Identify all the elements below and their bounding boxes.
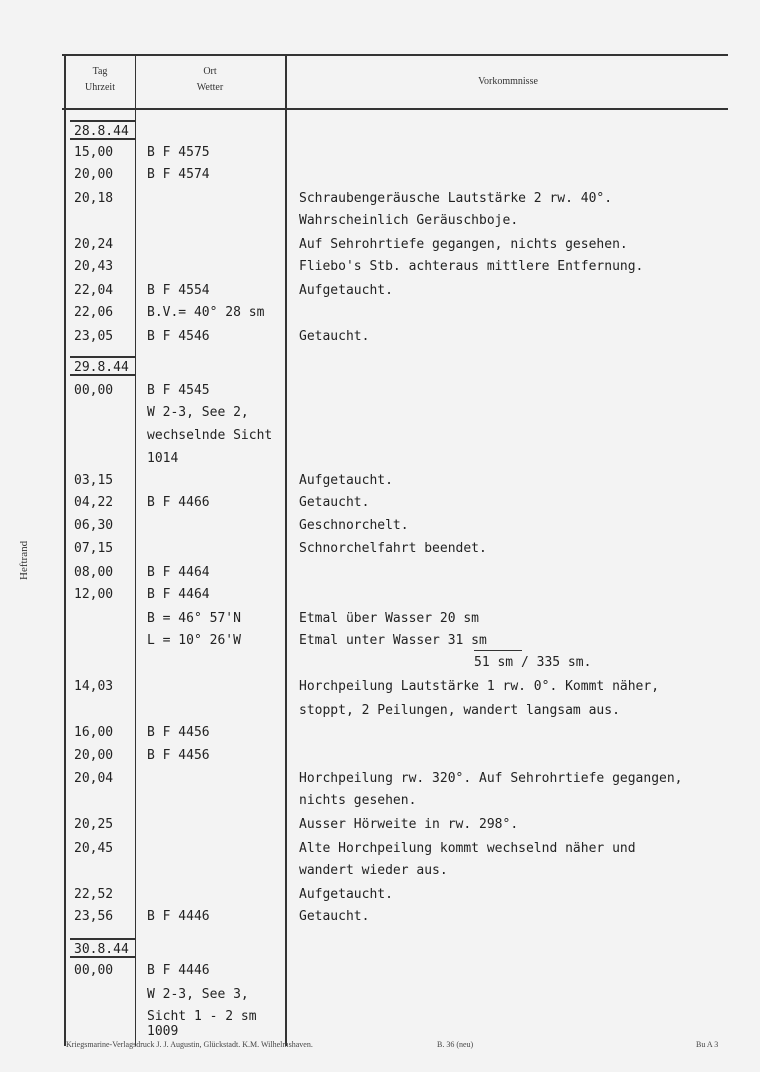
entry-position: B F 4554 (147, 283, 210, 298)
entry-position: B.V.= 40° 28 sm (147, 305, 265, 320)
log-entry (0, 234, 760, 256)
entry-event: Getaucht. (299, 329, 370, 344)
entry-event: Horchpeilung rw. 320°. Auf Sehrohrtiefe gegangen, (299, 771, 683, 786)
header-ort (137, 64, 283, 96)
footer-publisher: Kriegsmarine-Verlagsdruck J. J. Augustin, Glückstadt. K.M. Wilhelmshaven. (66, 1040, 313, 1049)
log-entry (0, 768, 760, 790)
entry-position: wechselnde Sicht (147, 428, 273, 443)
entry-event: Aufgetaucht. (299, 887, 393, 902)
date-separator: 30.8.44 (70, 938, 136, 958)
entry-time: 16,00 (74, 725, 114, 740)
entry-event: Ausser Hörweite in rw. 298°. (299, 817, 519, 832)
log-entry (0, 652, 760, 674)
log-entry (0, 960, 760, 982)
date-separator: 29.8.44 (70, 356, 136, 376)
entry-time: 22,52 (74, 887, 114, 902)
entry-time: 20,43 (74, 259, 114, 274)
footer-code: Bu A 3 (696, 1040, 719, 1049)
log-entry (0, 814, 760, 836)
log-entry (0, 884, 760, 906)
entry-position: Sicht 1 - 2 sm (147, 1009, 257, 1024)
log-entry (0, 142, 760, 164)
log-entry (0, 906, 760, 928)
entry-time: 00,00 (74, 383, 114, 398)
entry-time: 22,04 (74, 283, 114, 298)
entry-time: 20,24 (74, 237, 114, 252)
entry-event: stoppt, 2 Peilungen, wandert langsam aus. (299, 703, 620, 718)
entry-event: wandert wieder aus. (299, 863, 448, 878)
entry-time: 22,06 (74, 305, 114, 320)
header-ort-label: Ort (203, 66, 217, 77)
entry-event: Geschnorchelt. (299, 518, 409, 533)
log-entry (0, 256, 760, 278)
log-entry (0, 984, 760, 1006)
log-entry (0, 1024, 760, 1040)
log-entry (0, 515, 760, 537)
log-entry (0, 380, 760, 402)
entry-time: 15,00 (74, 145, 114, 160)
entry-position: B F 4574 (147, 167, 210, 182)
entry-position: B = 46° 57'N (147, 611, 241, 626)
entry-time: 07,15 (74, 541, 114, 556)
header-uhrzeit-label: Uhrzeit (85, 82, 115, 93)
log-entry (0, 630, 760, 652)
log-entry (0, 722, 760, 744)
log-entry (0, 470, 760, 492)
entry-event: Getaucht. (299, 909, 370, 924)
entry-time: 23,05 (74, 329, 114, 344)
entry-position: B F 4456 (147, 748, 210, 763)
entry-event: Etmal unter Wasser 31 sm (299, 633, 487, 648)
entry-event: Alte Horchpeilung kommt wechselnd näher und (299, 841, 636, 856)
entry-position: W 2-3, See 3, (147, 987, 249, 1002)
log-entry (0, 280, 760, 302)
log-entry (0, 448, 760, 470)
entry-position: B F 4466 (147, 495, 210, 510)
entry-event: Etmal über Wasser 20 sm (299, 611, 480, 626)
entry-position: B F 4446 (147, 963, 210, 978)
entry-event: Schraubengeräusche Lautstärke 2 rw. 40°. (299, 191, 613, 206)
entry-position: 1009 (147, 1024, 179, 1039)
entry-time: 03,15 (74, 473, 114, 488)
date-separator: 28.8.44 (70, 120, 136, 140)
log-entry (0, 860, 760, 882)
entry-time: 20,00 (74, 167, 114, 182)
entry-position: B F 4464 (147, 565, 210, 580)
entry-time: 14,03 (74, 679, 114, 694)
entry-time: 20,00 (74, 748, 114, 763)
entry-time: 20,18 (74, 191, 114, 206)
log-entry (0, 188, 760, 210)
footer-form-number: B. 36 (neu) (437, 1040, 474, 1049)
log-entry (0, 700, 760, 722)
log-entry (0, 164, 760, 186)
log-entry (0, 425, 760, 447)
header-bottom-border (62, 108, 728, 110)
entry-event: nichts gesehen. (299, 793, 417, 808)
entry-event: Schnorchelfahrt beendet. (299, 541, 487, 556)
entry-time: 20,45 (74, 841, 114, 856)
entry-event: Wahrscheinlich Geräuschboje. (299, 213, 519, 228)
header-vorkommnisse-label: Vorkommnisse (478, 76, 538, 87)
entry-time: 20,25 (74, 817, 114, 832)
log-entry (0, 402, 760, 424)
entry-time: 23,56 (74, 909, 114, 924)
entry-time: 06,30 (74, 518, 114, 533)
header-vorkommnisse (288, 74, 728, 90)
entry-position: B F 4575 (147, 145, 210, 160)
log-entry (0, 790, 760, 812)
entry-event: Getaucht. (299, 495, 370, 510)
entry-time: 12,00 (74, 587, 114, 602)
log-entry (0, 676, 760, 698)
entry-position: L = 10° 26'W (147, 633, 241, 648)
entry-event: Aufgetaucht. (299, 473, 393, 488)
entry-position: B F 4456 (147, 725, 210, 740)
entry-position: B F 4446 (147, 909, 210, 924)
table-top-border (62, 54, 728, 56)
entry-event: Horchpeilung Lautstärke 1 rw. 0°. Kommt näher, (299, 679, 660, 694)
log-entry (0, 838, 760, 860)
header-wetter-label: Wetter (196, 82, 224, 93)
entry-event: Fliebo's Stb. achteraus mittlere Entfernung. (299, 259, 644, 274)
log-entry (0, 608, 760, 630)
entry-position: 1014 (147, 451, 179, 466)
log-entry (0, 538, 760, 560)
entry-position: W 2-3, See 2, (147, 405, 249, 420)
log-entry (0, 302, 760, 324)
entry-position: B F 4464 (147, 587, 210, 602)
entry-event: Aufgetaucht. (299, 283, 393, 298)
entry-time: 08,00 (74, 565, 114, 580)
entry-time: 04,22 (74, 495, 114, 510)
entry-position: B F 4545 (147, 383, 210, 398)
log-entry (0, 584, 760, 606)
log-entry (0, 326, 760, 348)
log-entry (0, 492, 760, 514)
sum-underline (474, 650, 522, 651)
entry-event: Auf Sehrohrtiefe gegangen, nichts gesehen. (299, 237, 628, 252)
margin-label: Heftrand (18, 540, 30, 580)
header-tag (66, 64, 134, 96)
header-tag-label: Tag (92, 66, 108, 77)
log-entry (0, 210, 760, 232)
log-entry (0, 745, 760, 767)
entry-position: B F 4546 (147, 329, 210, 344)
entry-time: 00,00 (74, 963, 114, 978)
entry-time: 20,04 (74, 771, 114, 786)
entry-event: 51 sm / 335 sm. (474, 655, 592, 670)
